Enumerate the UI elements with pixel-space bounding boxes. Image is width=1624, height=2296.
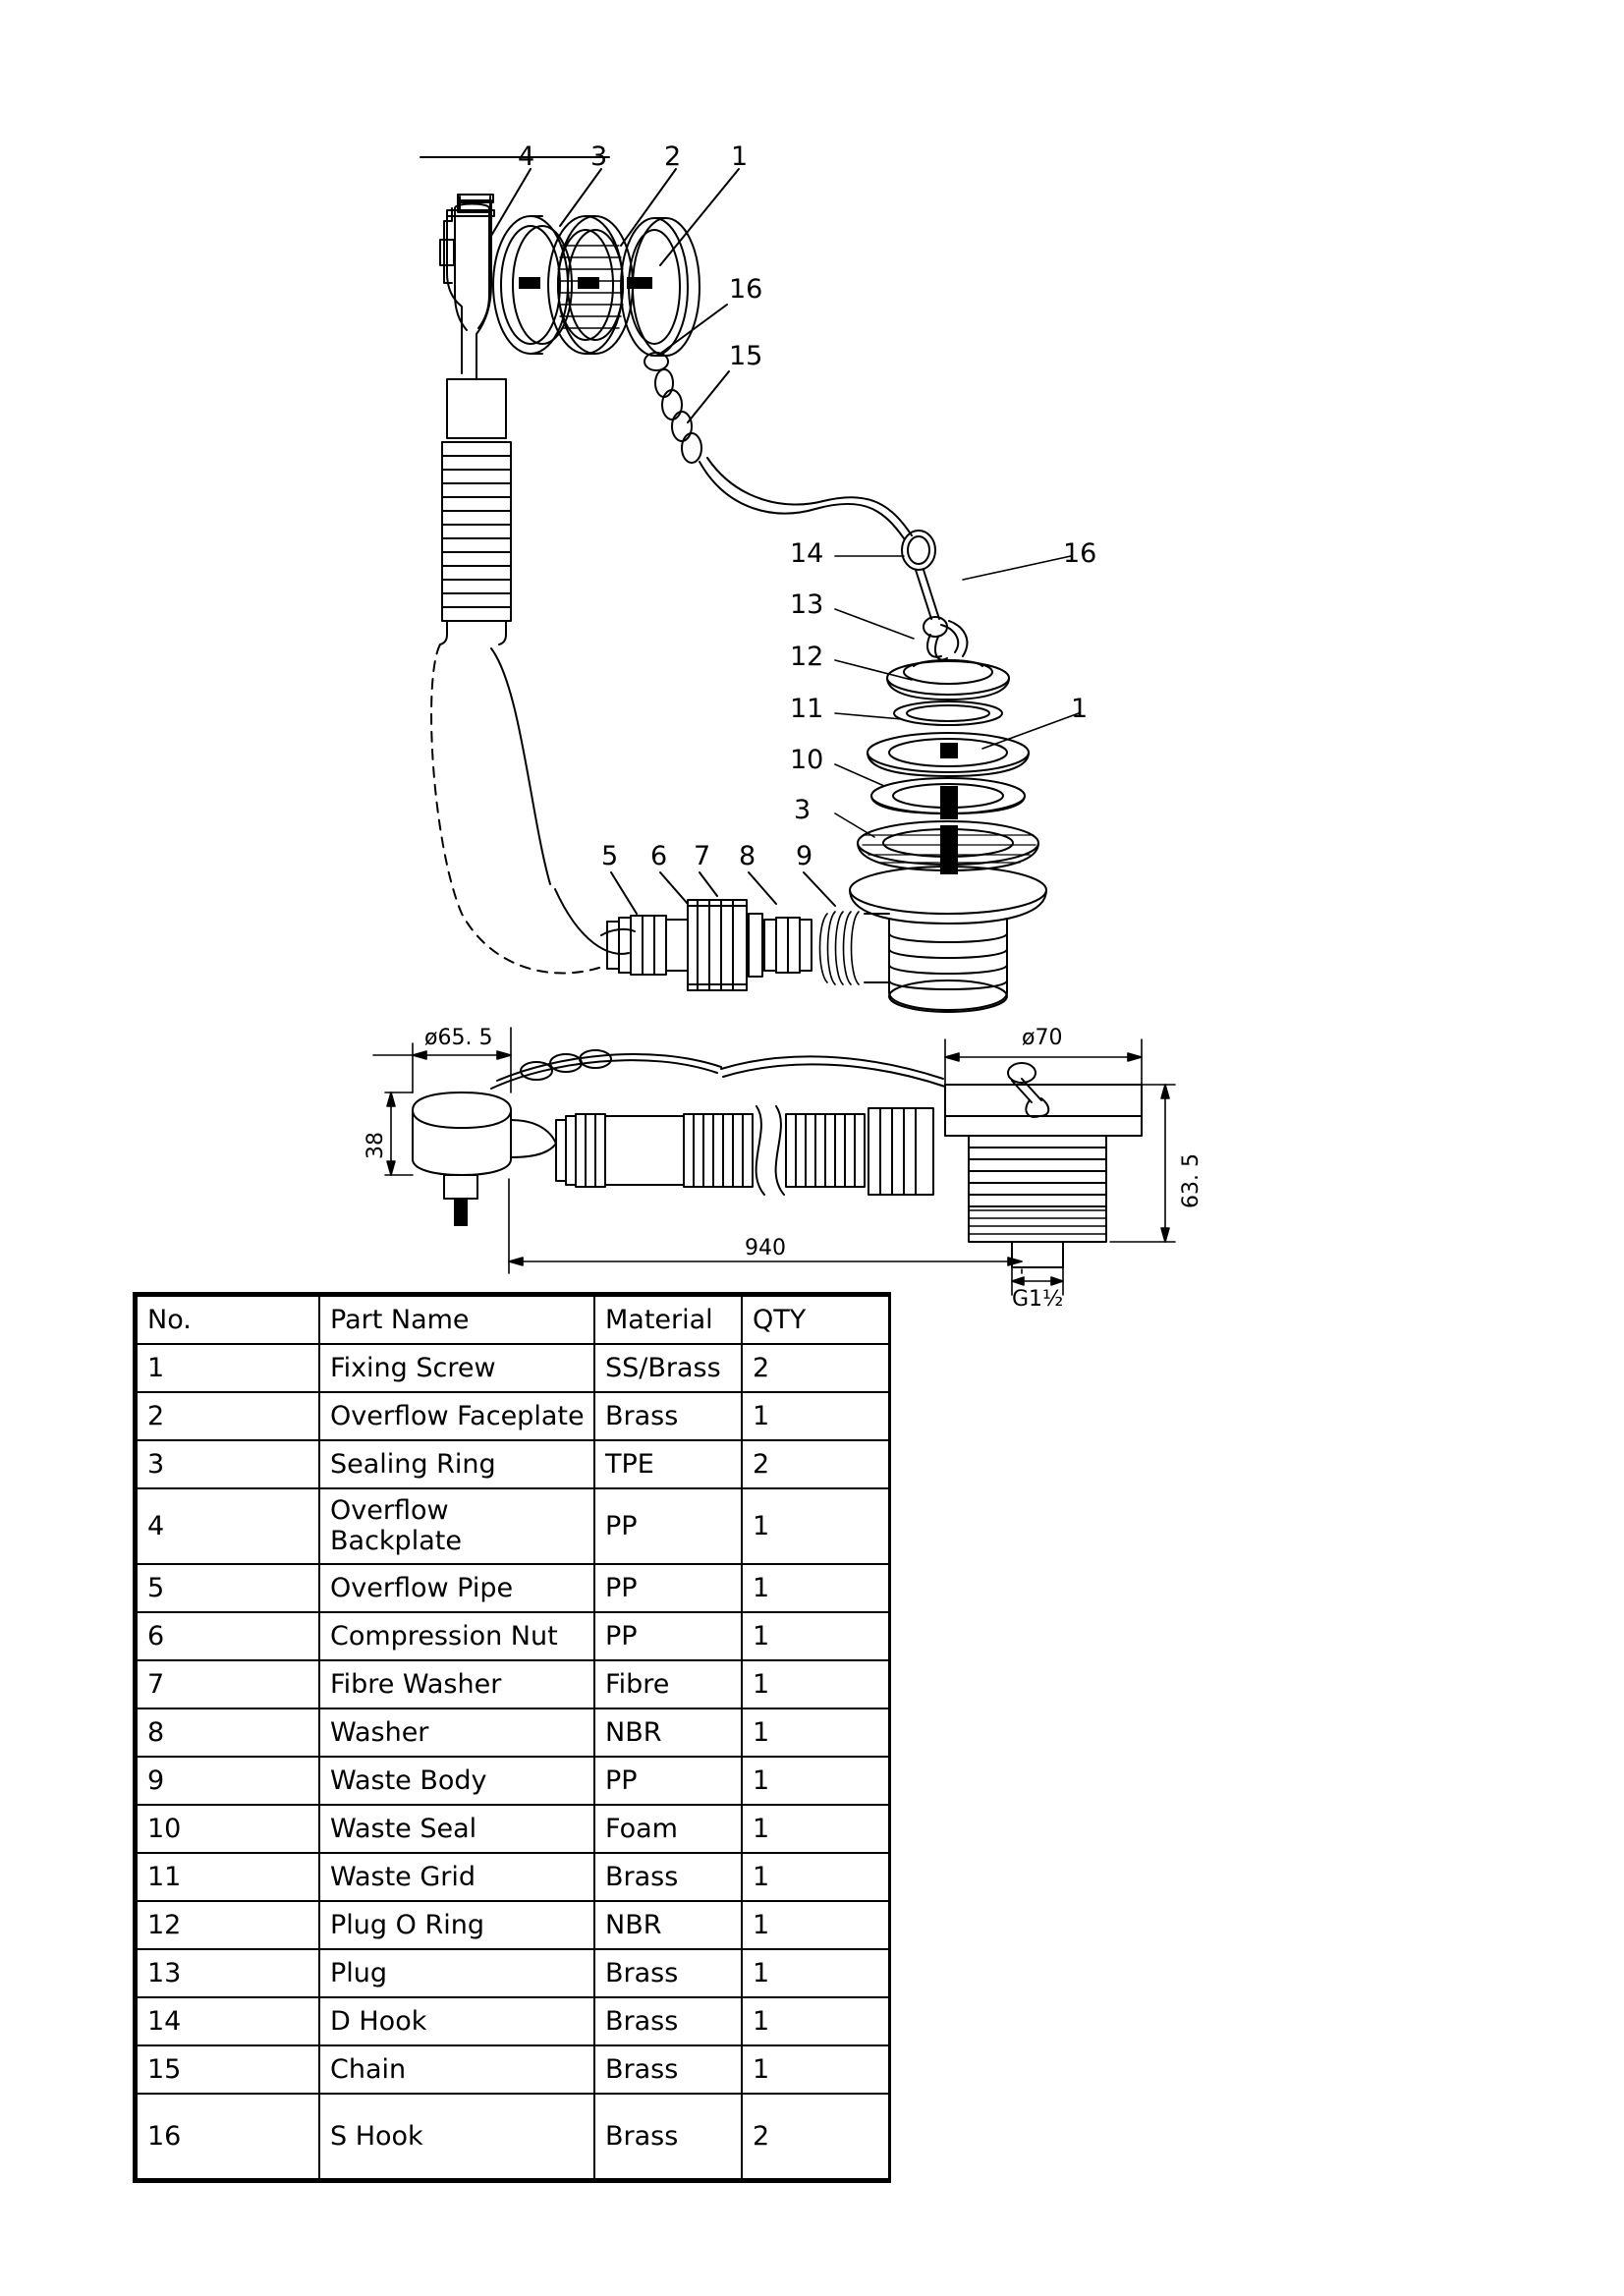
cell-material: PP [594, 1612, 742, 1660]
cell-material: NBR [594, 1901, 742, 1949]
cell-name: Overflow Pipe [319, 1564, 594, 1612]
cell-name: Washer [319, 1708, 594, 1757]
callout-1: 1 [731, 141, 749, 172]
corrugated-overflow-pipe-vertical [440, 379, 511, 644]
plug-and-waste-stack [850, 660, 1046, 1012]
cell-material: PP [594, 1564, 742, 1612]
cell-qty: 1 [742, 1392, 889, 1440]
cell-material: Brass [594, 1853, 742, 1901]
cell-qty: 1 [742, 1564, 889, 1612]
cell-name: Overflow Faceplate [319, 1392, 594, 1440]
cell-name: Chain [319, 2045, 594, 2094]
cell-no: 10 [137, 1805, 319, 1853]
cell-no: 15 [137, 2045, 319, 2094]
callout-11: 11 [790, 694, 824, 724]
callout-14: 14 [790, 538, 824, 569]
cell-no: 4 [137, 1488, 319, 1564]
cell-qty: 1 [742, 2045, 889, 2094]
cell-material: Brass [594, 1949, 742, 1997]
cell-material: TPE [594, 1440, 742, 1488]
callout-15: 15 [729, 341, 763, 371]
dimension-overflow-diameter: ø65. 5 [424, 1026, 493, 1050]
cell-name: D Hook [319, 1997, 594, 2045]
table-row [137, 1344, 889, 1392]
cell-qty: 1 [742, 1488, 889, 1564]
cell-material: Fibre [594, 1660, 742, 1708]
callout-12: 12 [790, 642, 824, 672]
cell-name: Waste Grid [319, 1853, 594, 1901]
cell-material: Foam [594, 1805, 742, 1853]
header-qty: QTY [742, 1296, 889, 1344]
parts-table [136, 1295, 888, 2180]
callout-4: 4 [518, 141, 535, 172]
header-material: Material [594, 1296, 742, 1344]
cell-no: 1 [137, 1344, 319, 1392]
chain-upper [644, 353, 912, 538]
table-row [137, 1757, 889, 1805]
callout-10: 10 [790, 745, 824, 775]
callout-2: 2 [664, 141, 682, 172]
cell-qty: 2 [742, 1440, 889, 1488]
cell-material: Brass [594, 2094, 742, 2179]
table-row [137, 1488, 889, 1564]
cell-qty: 1 [742, 1805, 889, 1853]
cell-no: 12 [137, 1901, 319, 1949]
cell-material: Brass [594, 2045, 742, 2094]
table-row [137, 1708, 889, 1757]
cell-name: Compression Nut [319, 1612, 594, 1660]
cell-qty: 1 [742, 1853, 889, 1901]
table-row [137, 1660, 889, 1708]
dimension-overflow-height: 38 [364, 1132, 388, 1159]
cell-no: 13 [137, 1949, 319, 1997]
cell-name: Plug O Ring [319, 1901, 594, 1949]
table-row [137, 1612, 889, 1660]
cell-no: 5 [137, 1564, 319, 1612]
callout-9: 9 [796, 841, 813, 871]
table-row [137, 1901, 889, 1949]
flexible-pipe-path [431, 644, 629, 973]
dimension-waste-height: 63. 5 [1179, 1153, 1204, 1208]
cell-no: 9 [137, 1757, 319, 1805]
dimension-thread-size: G1½ [1012, 1287, 1064, 1312]
cell-material: SS/Brass [594, 1344, 742, 1392]
cell-qty: 1 [742, 1901, 889, 1949]
cell-name: Sealing Ring [319, 1440, 594, 1488]
callout-1-lower: 1 [1071, 694, 1089, 724]
table-row [137, 1805, 889, 1853]
cell-no: 6 [137, 1612, 319, 1660]
d-hook-s-hook-group [902, 531, 967, 660]
cell-no: 7 [137, 1660, 319, 1708]
header-no: No. [137, 1296, 319, 1344]
cell-material: Brass [594, 1392, 742, 1440]
table-row [137, 2094, 889, 2179]
callout-13: 13 [790, 589, 824, 620]
callout-3-lower: 3 [794, 795, 812, 825]
assembled-side-view [413, 1050, 1142, 1267]
cell-no: 16 [137, 2094, 319, 2179]
cell-qty: 1 [742, 1997, 889, 2045]
callout-16-upper: 16 [729, 274, 763, 305]
callout-16-lower: 16 [1063, 538, 1097, 569]
header-part-name: Part Name [319, 1296, 594, 1344]
cell-no: 8 [137, 1708, 319, 1757]
table-header-row [137, 1296, 889, 1344]
callout-5: 5 [601, 841, 619, 871]
cell-name: Overflow Backplate [319, 1488, 594, 1564]
callout-8: 8 [739, 841, 756, 871]
cell-name: Fibre Washer [319, 1660, 594, 1708]
table-row [137, 2045, 889, 2094]
cell-name: Plug [319, 1949, 594, 1997]
leader-lines-top [420, 157, 739, 422]
table-row [137, 1440, 889, 1488]
dimension-waste-diameter: ø70 [1022, 1026, 1063, 1050]
callout-6: 6 [650, 841, 668, 871]
table-row [137, 1564, 889, 1612]
table-row [137, 1949, 889, 1997]
cell-no: 11 [137, 1853, 319, 1901]
cell-qty: 2 [742, 2094, 889, 2179]
cell-qty: 1 [742, 1949, 889, 1997]
cell-name: Waste Seal [319, 1805, 594, 1853]
cell-qty: 2 [742, 1344, 889, 1392]
cell-material: NBR [594, 1708, 742, 1757]
table-row [137, 1853, 889, 1901]
cell-qty: 1 [742, 1612, 889, 1660]
dimension-total-length: 940 [745, 1236, 786, 1260]
cell-no: 3 [137, 1440, 319, 1488]
cell-no: 14 [137, 1997, 319, 2045]
cell-name: Waste Body [319, 1757, 594, 1805]
cell-name: Fixing Screw [319, 1344, 594, 1392]
overflow-backplate-elbow [440, 195, 494, 379]
table-row [137, 1997, 889, 2045]
cell-qty: 1 [742, 1757, 889, 1805]
cell-qty: 1 [742, 1708, 889, 1757]
cell-material: PP [594, 1757, 742, 1805]
overflow-pipe-horizontal-exploded [601, 872, 889, 990]
callout-3: 3 [590, 141, 608, 172]
table-row [137, 1392, 889, 1440]
cell-material: PP [594, 1488, 742, 1564]
cell-no: 2 [137, 1392, 319, 1440]
cell-material: Brass [594, 1997, 742, 2045]
callout-7: 7 [694, 841, 711, 871]
cell-name: S Hook [319, 2094, 594, 2179]
overflow-faceplate-rings [493, 216, 700, 356]
cell-qty: 1 [742, 1660, 889, 1708]
